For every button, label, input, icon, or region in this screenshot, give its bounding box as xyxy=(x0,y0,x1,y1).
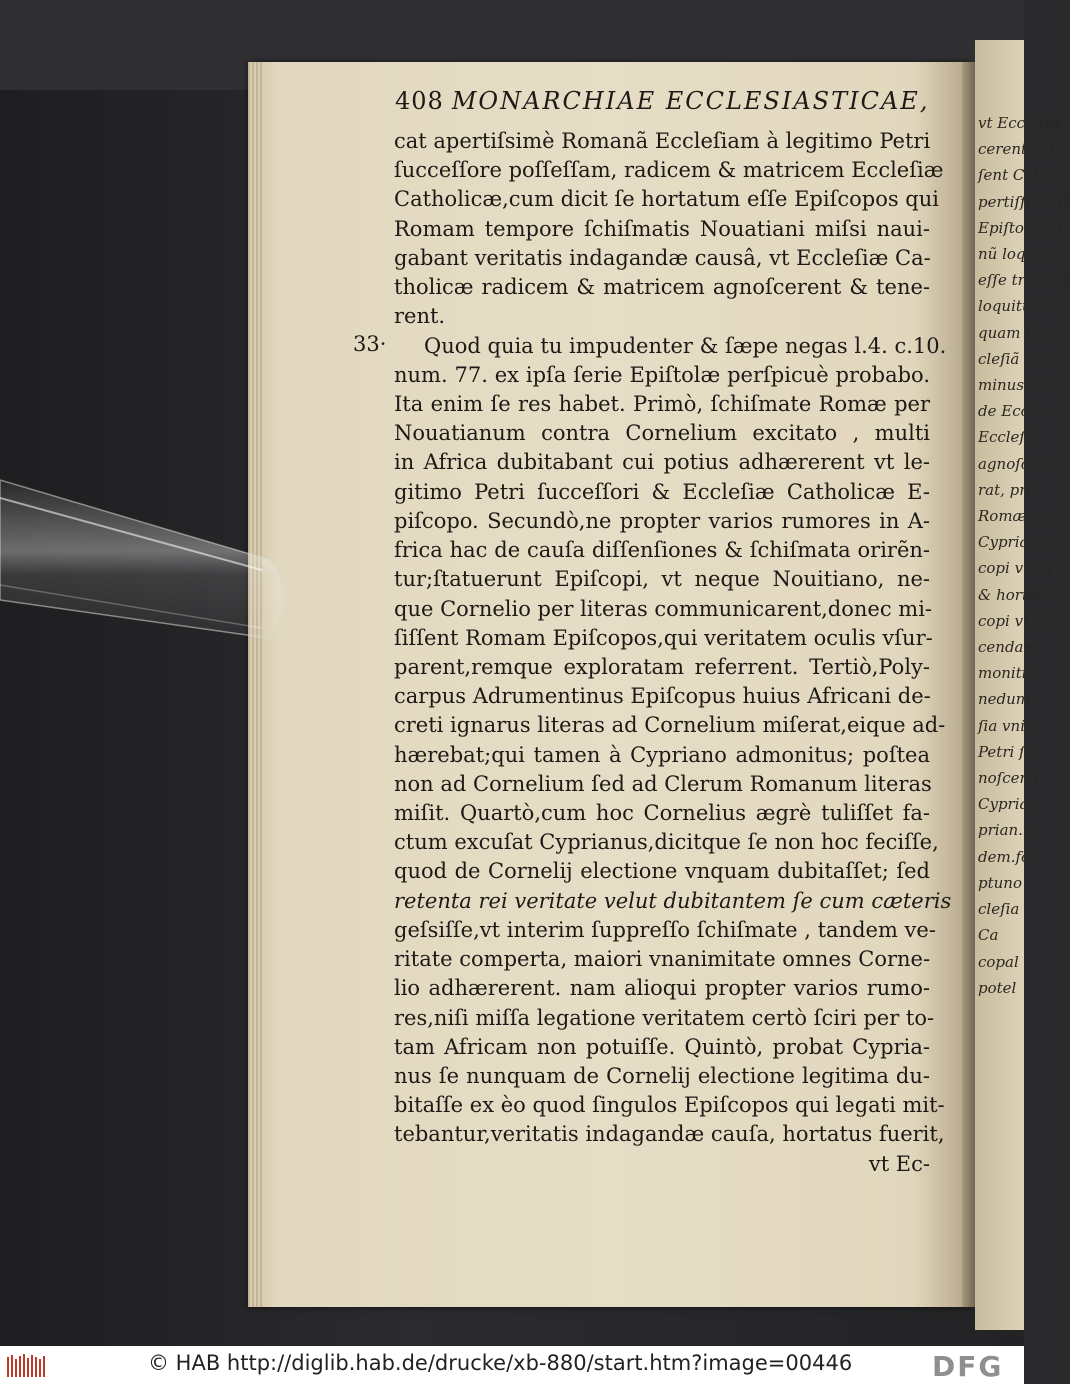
text-line: res,niſi miſſa legatione veritatem certò ſciri per to- xyxy=(394,1005,935,1030)
facing-page-line: rat, pro xyxy=(978,480,1036,499)
text-line: frica hac de cauſa diſſenſiones & ſchiſmata orirẽn- xyxy=(394,538,930,563)
text-line: nus ſe nunquam de Cornelij electione legitima du- xyxy=(394,1064,930,1088)
text-line: bitaſſe ex èo quod ſingulos Epiſcopos qui legati mit- xyxy=(394,1093,945,1118)
facing-page-line: copi vt E xyxy=(978,611,1045,630)
facing-page-line: cendam xyxy=(978,638,1038,657)
facing-page-line: cleſiã vni xyxy=(978,349,1048,368)
text-line: in Africa dubitabant cui potius adhærerent vt le- xyxy=(394,450,930,475)
book-page-recto-fragment xyxy=(975,40,1070,1330)
facing-page-line: Petri ſu xyxy=(978,742,1035,761)
facing-page-line: eſſe tribus a xyxy=(978,271,1070,290)
facing-page-line: Romæ,re xyxy=(978,507,1048,526)
text-line: geſsiſſe,vt interim ſuppreſſo ſchiſmate , tandem ve- xyxy=(394,917,936,942)
facing-page-line: dem.fo xyxy=(978,847,1031,866)
text-line: tholicæ radicem & matricem agnoſcerent & tene- xyxy=(394,275,930,300)
facing-page-line: de Eccle xyxy=(978,402,1043,421)
book-gutter xyxy=(962,62,976,1307)
dfg-logo: DFG xyxy=(932,1350,1004,1383)
copyright-url-text: © HAB http://diglib.hab.de/drucke/xb-880/start.htm?image=00446 xyxy=(148,1351,853,1375)
running-title: MONARCHIAE ECCLESIASTICAE, xyxy=(451,87,930,115)
facing-page-line: noſcend xyxy=(978,769,1039,788)
facing-page-line: Cypria xyxy=(978,795,1029,814)
facing-page-line: Ca xyxy=(978,926,999,945)
text-line: gitimo Petri ſucceſſori & Eccleſiæ Catholicæ E- xyxy=(394,479,930,504)
facing-page-line: prian.in xyxy=(978,821,1038,840)
facing-page-line: quam Ro xyxy=(978,323,1046,342)
facing-page-line: vt Eccleſiæ xyxy=(978,114,1064,132)
facing-page-line: cleſia xyxy=(978,900,1020,919)
facing-page-line: nedum xyxy=(978,690,1031,709)
text-line: Quod quia tu impudenter & ſæpe negas l.4. c.10. xyxy=(424,333,947,358)
text-line: miſit. Quartò,cum hoc Cornelius ægrè tuliſſet fa- xyxy=(394,801,930,826)
facing-page-line: cerent & te xyxy=(978,140,1065,159)
facing-page-line: copal xyxy=(978,952,1019,971)
facing-page-line: ſent Cathol xyxy=(978,166,1063,185)
facing-page-line: & hortatic xyxy=(978,585,1057,604)
text-line: rent. xyxy=(394,304,446,329)
text-line: ritate comperta, maiori vnanimitate omnes Corne- xyxy=(394,947,931,972)
facing-page-line: Epiſtolę, Vi xyxy=(978,218,1063,237)
library-logo-icon xyxy=(6,1353,48,1379)
text-line: lio adhærerent. nam alioqui propter varios rumo- xyxy=(394,976,930,1001)
text-line: non ad Cornelium ſed ad Clerum Romanum literas xyxy=(394,771,932,796)
body-text xyxy=(394,127,952,1179)
text-line: Nouatianum contra Cornelium excitato , multi xyxy=(394,421,930,446)
facing-page-text xyxy=(975,110,1070,1001)
facing-page-line: Cyprianu xyxy=(978,533,1048,552)
text-line: Romam tempore ſchiſmatis Nouatiani miſsi naui- xyxy=(394,216,930,241)
text-line: gabant veritatis indagandæ causâ, vt Eccleſiæ Ca- xyxy=(394,245,931,270)
facing-page-line: potel xyxy=(978,978,1017,997)
text-line: num. 77. ex ipſa ſerie Epiſtolæ perſpicuè probabo. xyxy=(394,362,930,387)
text-line: piſcopo. Secundò,ne propter varios rumores in A- xyxy=(394,508,930,533)
text-line: hærebat;qui tamen à Cypriano admonitus; poſtea xyxy=(394,742,930,767)
text-line: quod de Cornelij electione vnquam dubitaſſet; ſed xyxy=(394,859,930,884)
text-line: tam Africam non potuiſſe. Quintò, probat Cypria- xyxy=(394,1034,930,1059)
text-line: ſiſſent Romam Epiſcopos,qui veritatem oculis vſur- xyxy=(394,625,933,650)
text-line: carpus Adrumentinus Epiſcopus huius Africani de- xyxy=(394,684,931,709)
running-header xyxy=(395,87,930,121)
text-line: cat apertiſsimè Romanã Eccleſiam à legitimo Petri xyxy=(394,129,931,153)
text-line: tebantur,veritatis indagandæ cauſa, hortatus fuerit, xyxy=(394,1122,945,1147)
text-line: vt Ec- xyxy=(868,1151,930,1176)
facing-page-line: moniti xyxy=(978,664,1027,683)
text-line: parent,remque exploratam referrent. Tertiò,Poly- xyxy=(394,654,930,679)
facing-page-line: ſia vniu xyxy=(978,716,1035,735)
facing-page-line: nũ loqui co xyxy=(978,245,1063,264)
facing-page-line: pertiſſima c xyxy=(978,192,1067,211)
facing-page-line: loquitur C xyxy=(978,297,1055,316)
text-line: tur;ſtatuerunt Epiſcopi, vt neque Nouitiano, ne- xyxy=(394,567,930,592)
facing-page-line: ptuno xyxy=(978,873,1022,892)
facing-page-line: Eccleſia xyxy=(978,428,1039,447)
text-line: que Cornelio per literas communicarent,donec mi- xyxy=(394,596,933,621)
page-number: 408 xyxy=(395,87,444,115)
text-line: Catholicæ,cum dicit ſe hortatum eſſe Epiſcopos qui xyxy=(394,187,939,212)
text-line: creti ignarus literas ad Cornelium miſerat,eique ad- xyxy=(394,713,946,738)
facing-page-line: agnoſcer xyxy=(978,454,1046,473)
text-line: Ita enim ſe res habet. Primò, ſchiſmate Romæ per xyxy=(394,391,930,416)
footer-bar xyxy=(0,1346,1024,1384)
text-line: retenta rei veritate velut dubitantem ſe cum cæteris xyxy=(394,888,952,913)
page-edges xyxy=(248,62,262,1307)
section-number: 33· xyxy=(353,332,387,356)
text-line: ctum excuſat Cyprianus,dicitque ſe non hoc feciſſe, xyxy=(394,830,939,855)
text-line: ſucceſſore poſſeſſam, radicem & matricem Eccleſiæ xyxy=(394,158,944,183)
facing-page-line: minus in xyxy=(978,376,1044,395)
facing-page-line: copi vt ag xyxy=(978,559,1053,578)
